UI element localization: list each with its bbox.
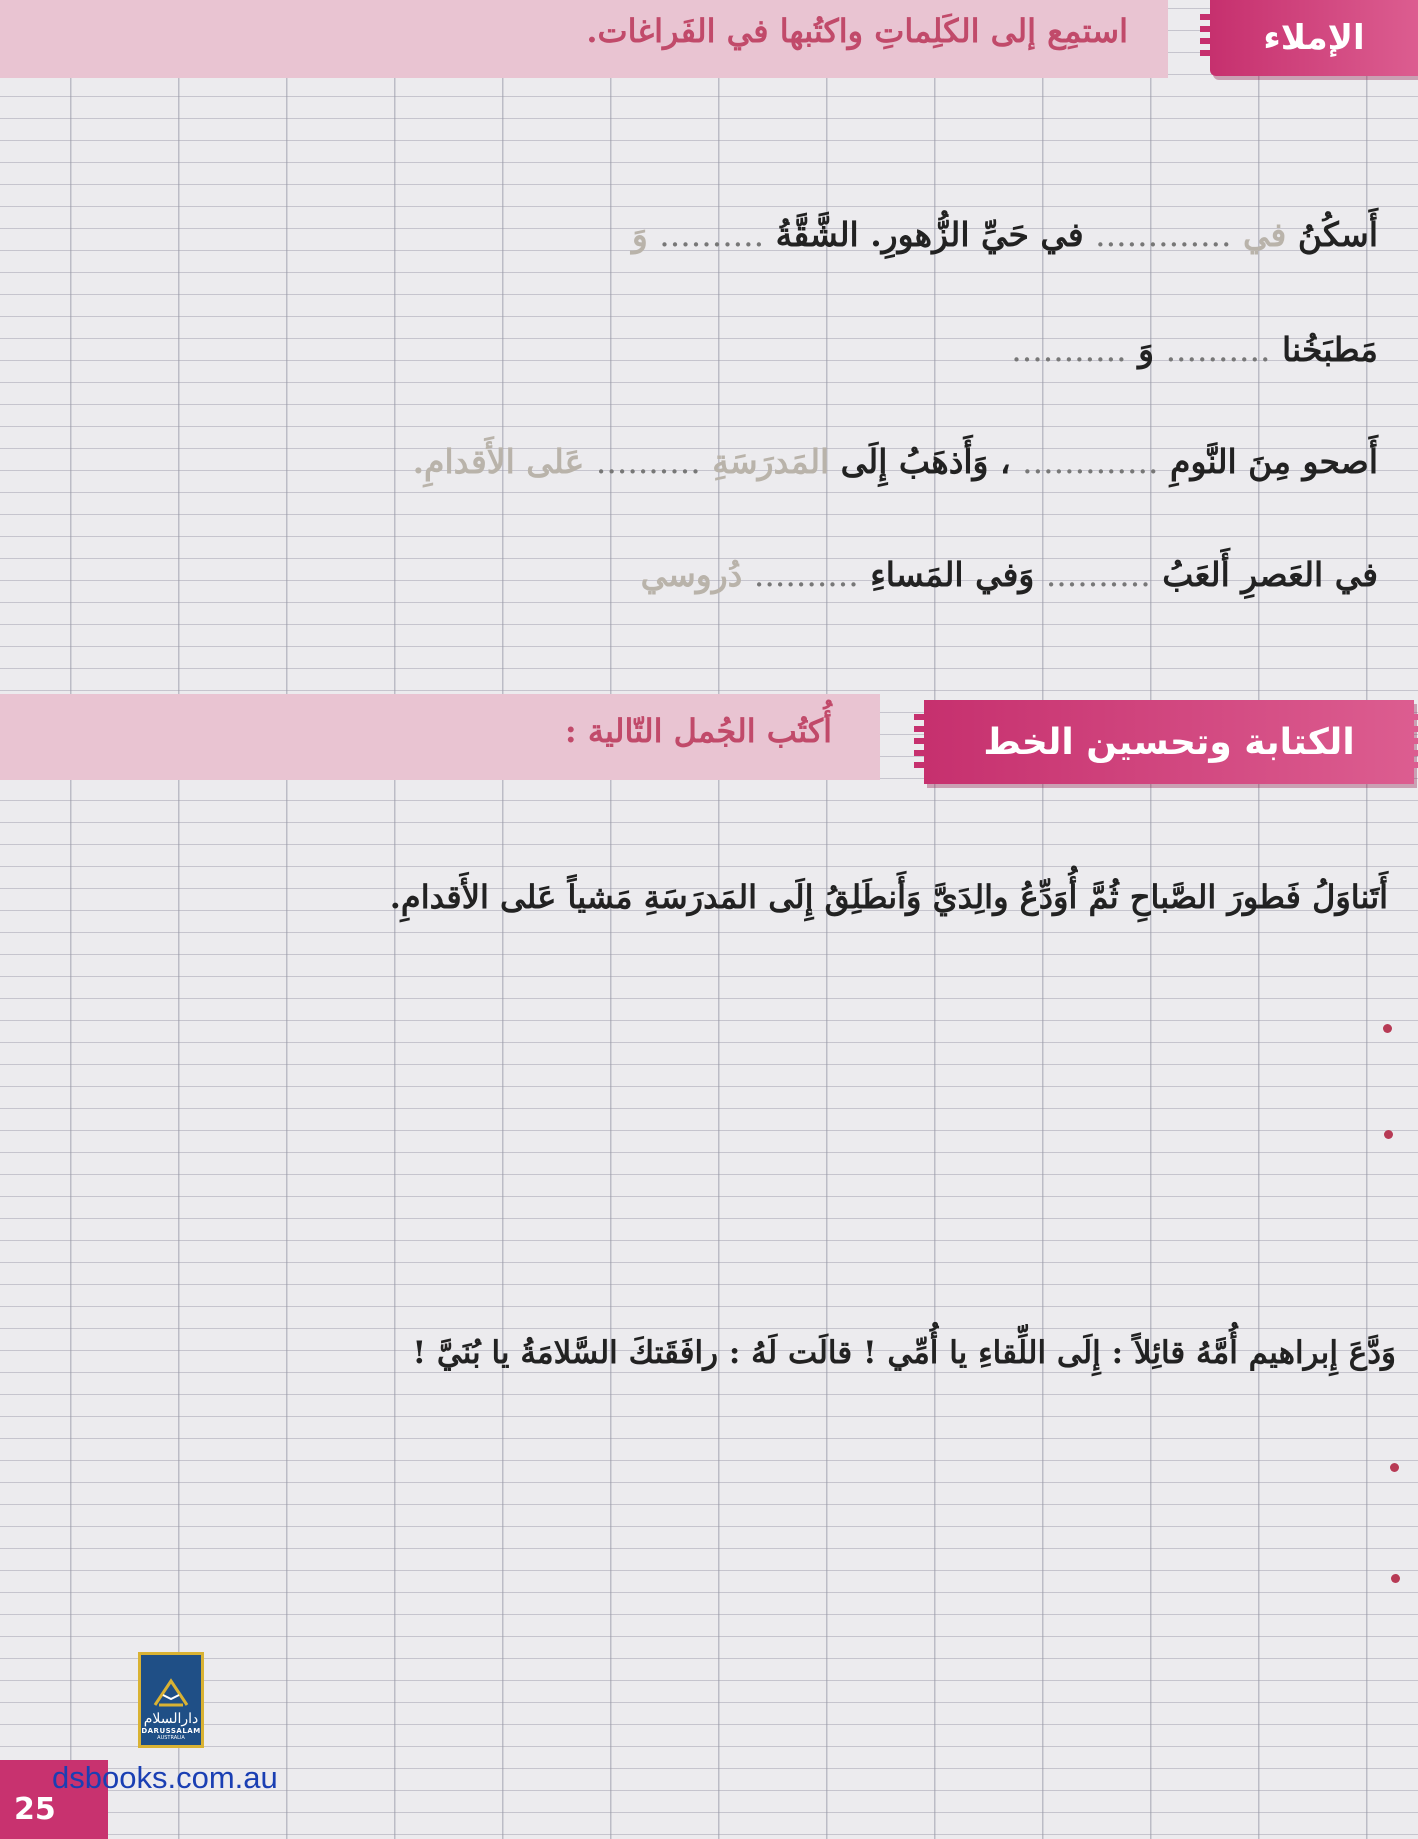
dictation-line-3 xyxy=(413,442,1378,481)
handwritten-answer: دُروسي xyxy=(640,555,743,594)
dictation-instruction: استمِع إلى الكَلِماتِ واكتُبها في الفَراغات. xyxy=(586,12,1128,50)
writing-instruction: أُكتُب الجُمل التّالية : xyxy=(564,712,832,750)
blank-dots: .......... xyxy=(1165,330,1271,369)
handwritten-answer: المَدرَسَةِ xyxy=(712,442,830,481)
writing-tag: الكتابة وتحسين الخط xyxy=(924,700,1414,784)
blank-dots: ............. xyxy=(1022,442,1159,481)
line-bullet xyxy=(1391,1574,1400,1583)
blank-dots: .......... xyxy=(1045,555,1151,594)
handwritten-answer: عَلى الأَقدامِ. xyxy=(412,442,585,481)
logo-arabic-text: دارالسلام xyxy=(143,1711,199,1727)
handwritten-answer: في xyxy=(1243,215,1287,254)
line-bullet xyxy=(1383,1024,1392,1033)
dictation-line-1 xyxy=(632,215,1378,254)
copy-sentence-1: أَتَناوَلُ فَطورَ الصَّباحِ ثُمَّ أُوَدِّعُ والِدَيَّ وَأَنطَلِقُ إِلَى المَدرَسَةِ مَشياً عَلى الأَقدامِ. xyxy=(389,878,1388,916)
copy-sentence-2: وَدَّعَ إِبراهيم أُمَّهُ قائِلاً : إِلَى اللِّقاءِ يا أُمِّي ! قالَت لَهُ : رافَقَتكَ السَّلامَةُ يا بُنَيَّ ! xyxy=(412,1335,1396,1371)
darussalam-logo xyxy=(138,1652,204,1748)
blank-dots: .......... xyxy=(753,555,859,594)
dictation-tag: الإملاء xyxy=(1210,0,1418,76)
dictation-word: وَ xyxy=(1138,330,1155,369)
book-stand-icon xyxy=(151,1675,191,1709)
dictation-line-4 xyxy=(641,555,1378,594)
logo-english-text: DARUSSALAM xyxy=(141,1727,201,1735)
dictation-word: وَ xyxy=(631,215,648,254)
logo-country-text: AUSTRALIA xyxy=(157,1735,185,1741)
blank-dots: ............. xyxy=(1095,215,1232,254)
dictation-word: ، وَأَذهَبُ إِلَى xyxy=(840,442,1011,481)
dictation-line-2 xyxy=(1011,330,1378,369)
website-link[interactable]: dsbooks.com.au xyxy=(52,1760,278,1795)
line-bullet xyxy=(1390,1463,1399,1472)
dictation-word: في حَيِّ الزُّهورِ. الشَّقَّةُ xyxy=(775,215,1084,254)
dictation-word: مَطبَخُنا xyxy=(1281,330,1378,369)
dictation-word: في العَصرِ أَلعَبُ xyxy=(1162,555,1378,594)
dictation-word: وَفي المَساءِ xyxy=(870,555,1035,594)
page-number: 25 xyxy=(0,1760,108,1839)
blank-dots: .......... xyxy=(659,215,765,254)
blank-dots: ........... xyxy=(1011,330,1127,369)
blank-dots: .......... xyxy=(595,442,701,481)
dictation-word: أَسكُنُ xyxy=(1297,215,1378,254)
line-bullet xyxy=(1384,1130,1393,1139)
dictation-word: أَصحو مِنَ النَّومِ xyxy=(1170,442,1378,481)
